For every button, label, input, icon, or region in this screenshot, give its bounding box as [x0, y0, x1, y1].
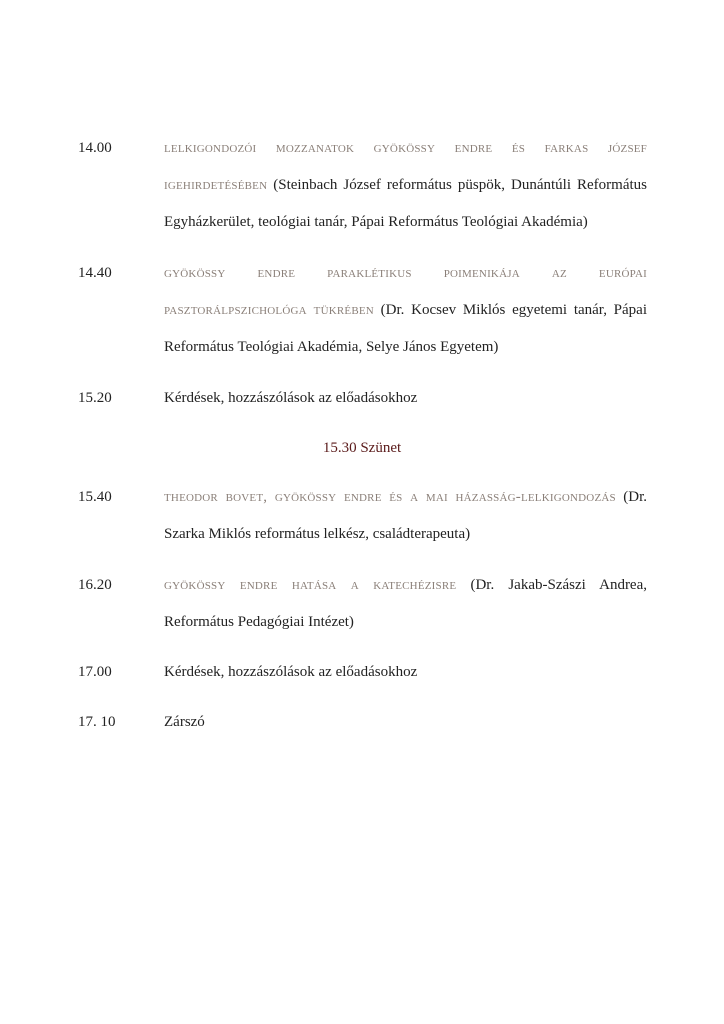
talk-title: theodor bovet, gyökössy endre és a mai házasság-lelkigondozás: [164, 489, 616, 505]
entry-text: Zárszó: [164, 714, 205, 730]
talk-title: gyökössy endre hatása a katechézisre: [164, 577, 457, 593]
entry-body: [164, 255, 647, 366]
entry-time: 14.00: [78, 140, 112, 156]
entry-time: 17. 10: [78, 714, 116, 730]
speaker-detail: (Steinbach József református püspök, Dunántúli Református Egyházkerület, teológiai tanár, Pápai Református Teológiai Akadémia): [164, 177, 647, 230]
speaker-detail: (Dr. Szarka Miklós református lelkész, családterapeuta): [164, 489, 648, 542]
entry-time: 17.00: [78, 664, 112, 680]
speaker-detail: (Dr. Jakab-Szászi Andrea, Református Pedagógiai Intézet): [164, 577, 647, 630]
entry-time: 15.20: [78, 390, 112, 406]
talk-title: lelkigondozói mozzanatok gyökössy endre és farkas józsef igehirdetésében: [164, 140, 647, 193]
entry-time: 14.40: [78, 265, 112, 281]
entry-time: 16.20: [78, 577, 112, 593]
entry-time: 15.40: [78, 489, 112, 505]
break-label: 15.30 Szünet: [322, 440, 402, 456]
talk-title: gyökössy endre paraklétikus poimenikája az európai pasztorálpszichológa tükrében: [164, 265, 647, 318]
speaker-detail: (Dr. Kocsev Miklós egyetemi tanár, Pápai Református Teológiai Akadémia, Selye János Egyetem): [164, 302, 648, 355]
entry-text: Kérdések, hozzászólások az előadásokhoz: [164, 390, 418, 406]
entry-body: [164, 130, 647, 241]
entry-body: [164, 479, 647, 553]
entry-text: Kérdések, hozzászólások az előadásokhoz: [164, 664, 418, 680]
entry-body: [164, 567, 647, 641]
